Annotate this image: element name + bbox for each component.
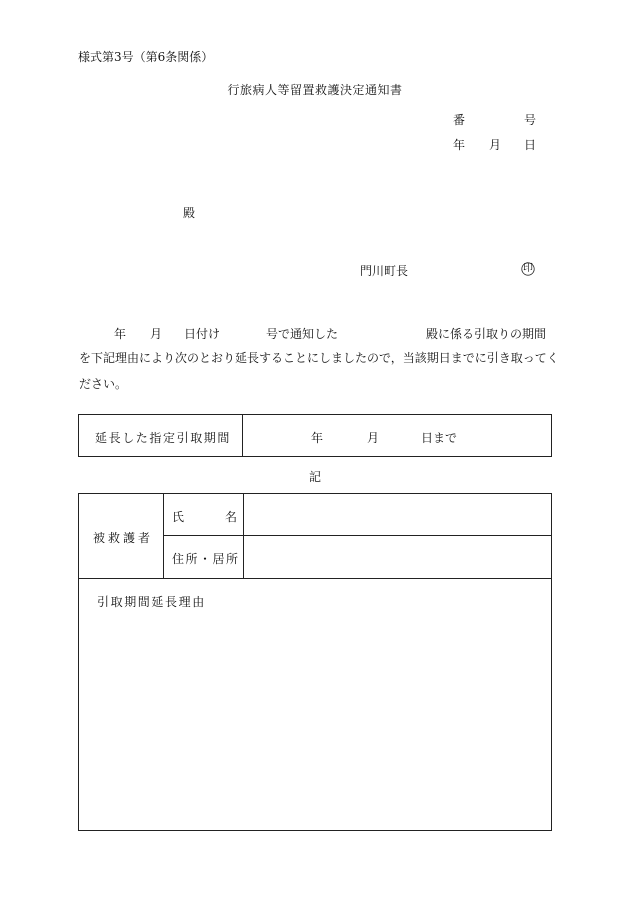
body-line-2: を下記理由により次のとおり延長することにしましたので，当該期日までに引き取ってく bbox=[79, 351, 559, 365]
body-number: 号で通知した bbox=[266, 327, 339, 341]
body-day: 日付け bbox=[184, 327, 221, 341]
name-label-second: 名 bbox=[225, 510, 238, 524]
table-divider bbox=[243, 494, 244, 578]
extended-month-label: 月 bbox=[367, 431, 380, 445]
body-line-3: ださい。 bbox=[79, 377, 128, 391]
form-number: 様式第3号（第6条関係） bbox=[78, 50, 214, 64]
extended-period-table bbox=[78, 414, 552, 457]
table-divider bbox=[163, 535, 552, 536]
seal-text: 印 bbox=[523, 263, 533, 274]
body-month: 月 bbox=[150, 327, 163, 341]
name-label-first: 氏 bbox=[172, 510, 185, 524]
table-divider bbox=[242, 415, 243, 456]
extended-day-label: 日まで bbox=[421, 431, 458, 445]
table-divider bbox=[79, 578, 551, 579]
table-divider bbox=[163, 494, 164, 578]
extension-reason-label: 引取期間延長理由 bbox=[97, 595, 206, 609]
protected-person-label: 被救護者 bbox=[93, 531, 154, 545]
ki-heading: 記 bbox=[308, 470, 321, 484]
date-year-label: 年 bbox=[453, 138, 466, 152]
date-month-label: 月 bbox=[489, 138, 502, 152]
body-tail: 殿に係る引取りの期間 bbox=[426, 327, 547, 341]
date-day-label: 日 bbox=[524, 138, 537, 152]
body-year: 年 bbox=[114, 327, 127, 341]
extended-period-label: 延長した指定引取期間 bbox=[95, 431, 232, 445]
sender-name: 門川町長 bbox=[360, 264, 409, 278]
document-title: 行旅病人等留置救護決定通知書 bbox=[227, 83, 403, 97]
addressee-suffix: 殿 bbox=[183, 206, 196, 220]
address-label: 住所・居所 bbox=[172, 552, 240, 566]
number-label: 番 bbox=[453, 113, 466, 127]
extended-year-label: 年 bbox=[311, 431, 324, 445]
detail-table bbox=[78, 493, 552, 831]
number-suffix: 号 bbox=[524, 113, 537, 127]
seal-mark bbox=[521, 262, 535, 276]
